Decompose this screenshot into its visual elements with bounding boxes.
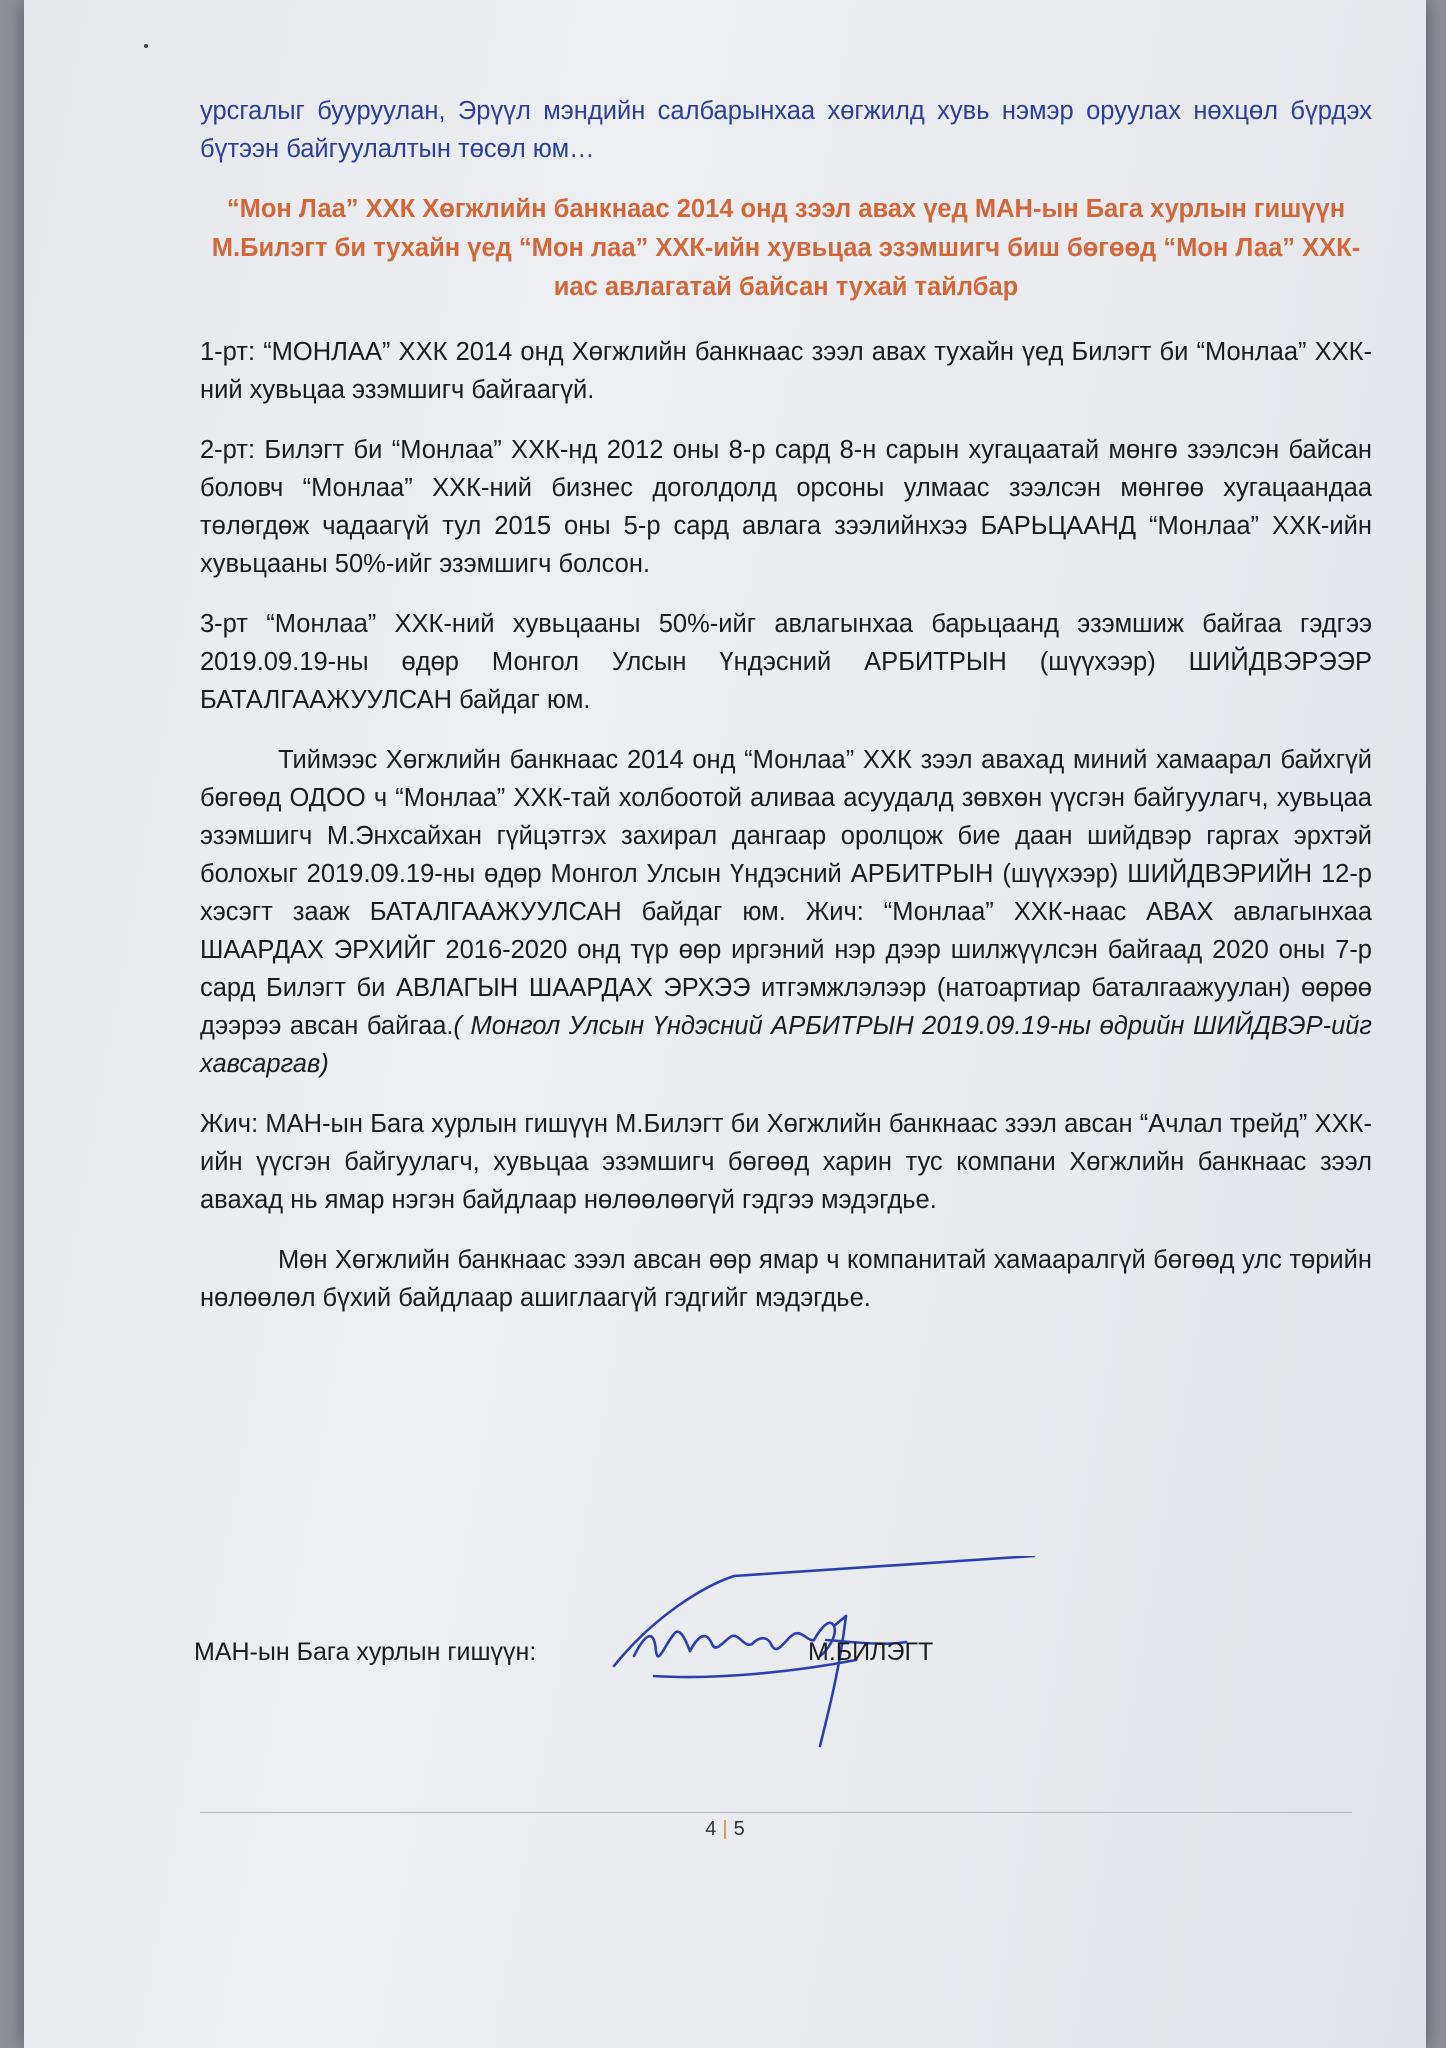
- page-total: 5: [733, 1818, 745, 1840]
- point-2-paragraph: 2-рт: Билэгт би “Монлаа” ХХК-нд 2012 оны 8-р сард 8-н сарын хугацаатай мөнгө зээлсэн байсан боловч “Монлаа” ХХК-ний бизнес доголдолд орсоны улмаас зээлсэн мөнгөө хугацаандаа төлөгдөж чадаагүй тул 2015 оны 5-р сард авлага зээлийнхээ БАРЬЦААНД “Монлаа” ХХК-ийн хувьцааны 50%-ийг эзэмшигч болсон.: [200, 436, 1372, 578]
- therefore-paragraph: [200, 741, 1372, 1083]
- page-number: [24, 1818, 1426, 1841]
- point-1-paragraph: 1-рт: “МОНЛАА” ХХК 2014 онд Хөгжлийн банкнаас зээл авах тухайн үед Билэгт би “Монлаа” ХХК-ний хувьцаа эзэмшигч байгаагүй.: [200, 338, 1372, 404]
- intro-paragraph: урсгалыг бууруулан, Эрүүл мэндийн салбарынхаа хөгжилд хувь нэмэр оруулах нөхцөл бүрдэх бүтээн байгуулалтын төсөл юм…: [200, 97, 1372, 163]
- document-body: [200, 92, 1372, 1339]
- signature-block: [24, 1556, 1426, 1766]
- section-heading: “Мон Лаа” ХХК Хөгжлийн банкнаас 2014 онд зээл авах үед МАН-ын Бага хурлын гишүүн М.Билэгт би тухайн үед “Мон лаа” ХХК-ийн хувьцаа эзэмшигч биш бөгөөд “Мон Лаа” ХХК-иас авлагатай байсан тухай тайлбар: [211, 195, 1361, 301]
- page-separator: |: [722, 1818, 728, 1840]
- point-3-paragraph: 3-рт “Монлаа” ХХК-ний хувьцааны 50%-ийг авлагынхаа барьцаанд эзэмшиж байгаа гэдгээ 2019.09.19-ны өдөр Монгол Улсын Үндэсний АРБИТРЫН (шүүхээр) ШИЙДВЭРЭЭР БАТАЛГААЖУУЛСАН байдаг юм.: [200, 610, 1372, 714]
- signatory-title: МАН-ын Бага хурлын гишүүн:: [194, 1638, 537, 1666]
- signatory-name: М.БИЛЭГТ: [808, 1638, 934, 1666]
- paper-speck: [144, 44, 148, 48]
- note-paragraph: Жич: МАН-ын Бага хурлын гишүүн М.Билэгт би Хөгжлийн банкнаас зээл авсан “Ачлал трейд” ХХК-ийн үүсгэн байгуулагч, хувьцаа эзэмшигч бөгөөд харин тус компани Хөгжлийн банкнаас зээл авахад нь ямар нэгэн байдлаар нөлөөлөөгүй гэдгээ мэдэгдье.: [200, 1110, 1372, 1214]
- footer-divider: [200, 1812, 1352, 1813]
- page-current: 4: [705, 1818, 717, 1840]
- therefore-text: Тиймээс Хөгжлийн банкнаас 2014 онд “Монлаа” ХХК зээл авахад миний хамаарал байхгүй бөгөөд ОДОО ч “Монлаа” ХХК-тай холбоотой аливаа асуудалд зөвхөн үүсгэн байгуулагч, хувьцаа эзэмшигч М.Энхсайхан гүйцэтгэх захирал дангаар оролцож бие даан шийдвэр гаргах эрхтэй болохыг 2019.09.19-ны өдөр Монгол Улсын Үндэсний АРБИТРЫН (шүүхээр) ШИЙДВЭРИЙН 12-р хэсэгт зааж БАТАЛГААЖУУЛСАН байдаг юм. Жич: “Монлаа” ХХК-наас АВАХ авлагынхаа ШААРДАХ ЭРХИЙГ 2016-2020 онд түр өөр иргэний нэр дээр шилжүүлсэн байгаад 2020 оны 7-р сард Билэгт би АВЛАГЫН ШААРДАХ ЭРХЭЭ итгэмжлэлээр (натоартиар баталгаажуулан) өөрөө дээрээ авсан байгаа.: [200, 746, 1372, 1040]
- document-page: [24, 0, 1426, 2048]
- attachment-note: ( Монгол Улсын Үндэсний АРБИТРЫН 2019.09.19-ны өдрийн ШИЙДВЭР-ийг хавсаргав): [200, 1012, 1373, 1078]
- closing-paragraph: Мөн Хөгжлийн банкнаас зээл авсан өөр ямар ч компанитай хамааралгүй бөгөөд улс төрийн нөлөөлөл бүхий байдлаар ашиглаагүй гэдгийг мэдэгдье.: [200, 1246, 1372, 1312]
